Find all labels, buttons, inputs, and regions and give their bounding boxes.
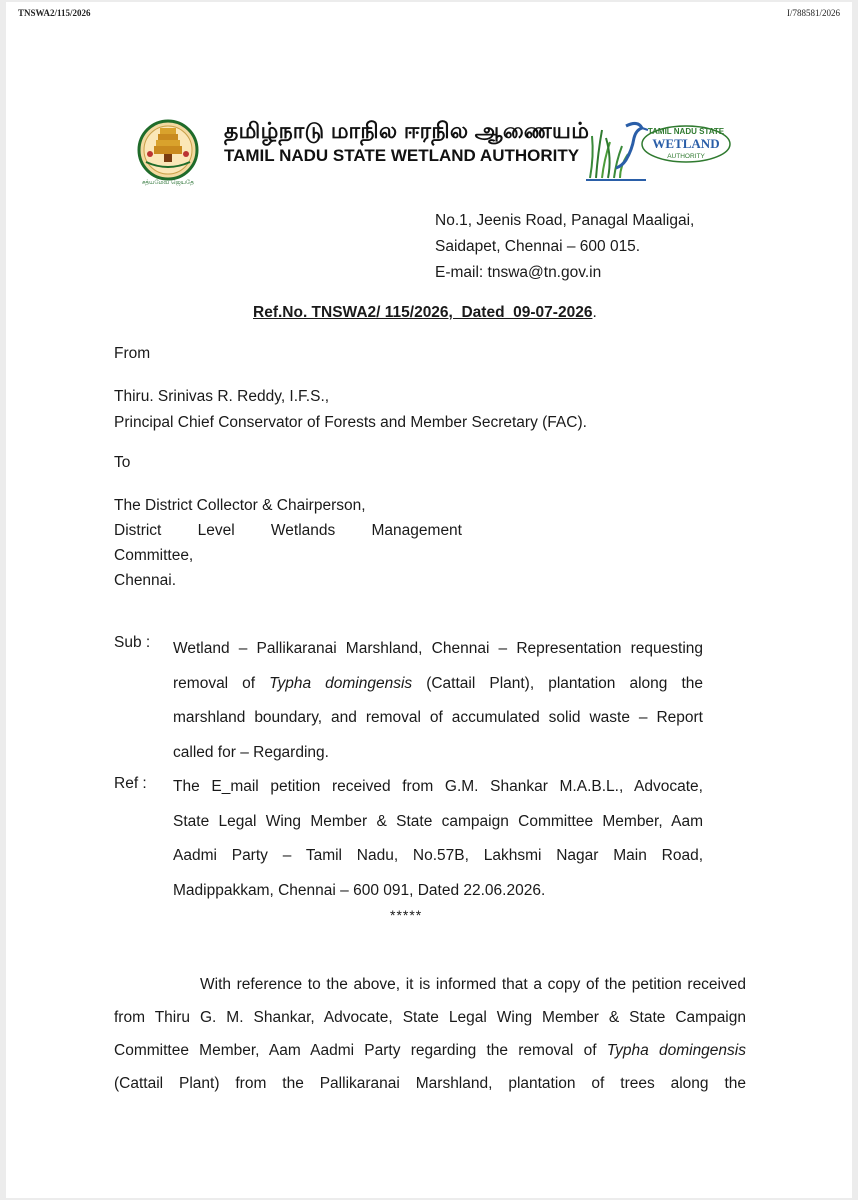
email-line: E-mail: tnswa@tn.gov.in: [435, 264, 602, 281]
address-line-1: No.1, Jeenis Road, Panagal Maaligai,: [435, 212, 695, 229]
to-label: To: [114, 454, 131, 471]
authority-title-tamil: தமிழ்நாடு மாநில ஈரநில ஆணையம்: [224, 118, 590, 143]
tamil-nadu-emblem-icon: [130, 118, 206, 186]
subject-text: Wetland – Pallikaranai Marshland, Chennai – Representation requesting removal of Typha domingensis (Cattail Plant), plantation along the marshland boundary, and removal of accumulated solid waste – Report called for – Regarding.: [173, 640, 703, 761]
authority-title-english: TAMIL NADU STATE WETLAND AUTHORITY: [224, 146, 580, 165]
ref-text: The E_mail petition received from G.M. Shankar M.A.B.L., Advocate, State Legal Wing Member & State campaign Committee Member, Aam Aadmi Party – Tamil Nadu, No.57B, Lakhsmi Nagar Main Road, Madippakkam, Chennai – 600 091, Dated 22.06.2026.: [173, 778, 703, 899]
body-paragraph: With reference to the above, it is informed that a copy of the petition received from Thiru G. M. Shankar, Advocate, State Legal Wing Member & State Campaign Committee Member, Aam Aadmi Party regarding the removal of Typha domingensis (Cattail Plant) from the Pallikaranai Marshland, plantation of trees along the: [114, 976, 746, 1092]
recipient-line-2: District Level Wetlands Management: [114, 522, 462, 539]
recipient-line-1: The District Collector & Chairperson,: [114, 497, 366, 514]
ref-label: Ref :: [114, 775, 147, 792]
sender-designation: Principal Chief Conservator of Forests and Member Secretary (FAC).: [114, 414, 587, 431]
svg-text:TAMIL NADU STATE: TAMIL NADU STATE: [647, 127, 725, 136]
subject-label: Sub :: [114, 634, 151, 651]
reference-number: Ref.No. TNSWA2/ 115/2026, Dated 09-07-2026.: [253, 304, 597, 321]
svg-text:WETLAND: WETLAND: [652, 136, 720, 151]
file-number-top-right: I/788581/2026: [787, 8, 840, 18]
recipient-line-4: Chennai.: [114, 572, 177, 589]
recipient-line-3: Committee,: [114, 547, 194, 564]
wetland-authority-logo-icon: [586, 116, 732, 182]
separator-stars: *****: [390, 907, 423, 923]
file-number-top-left: TNSWA2/115/2026: [18, 8, 91, 18]
address-line-2: Saidapet, Chennai – 600 015.: [435, 238, 641, 255]
svg-text:AUTHORITY: AUTHORITY: [667, 153, 705, 160]
document-page: [6, 2, 852, 1198]
sender-name: Thiru. Srinivas R. Reddy, I.F.S.,: [114, 388, 330, 405]
svg-text:சத்யமேவ ஜெயதே: சத்யமேவ ஜெயதே: [141, 179, 195, 186]
from-label: From: [114, 345, 151, 362]
